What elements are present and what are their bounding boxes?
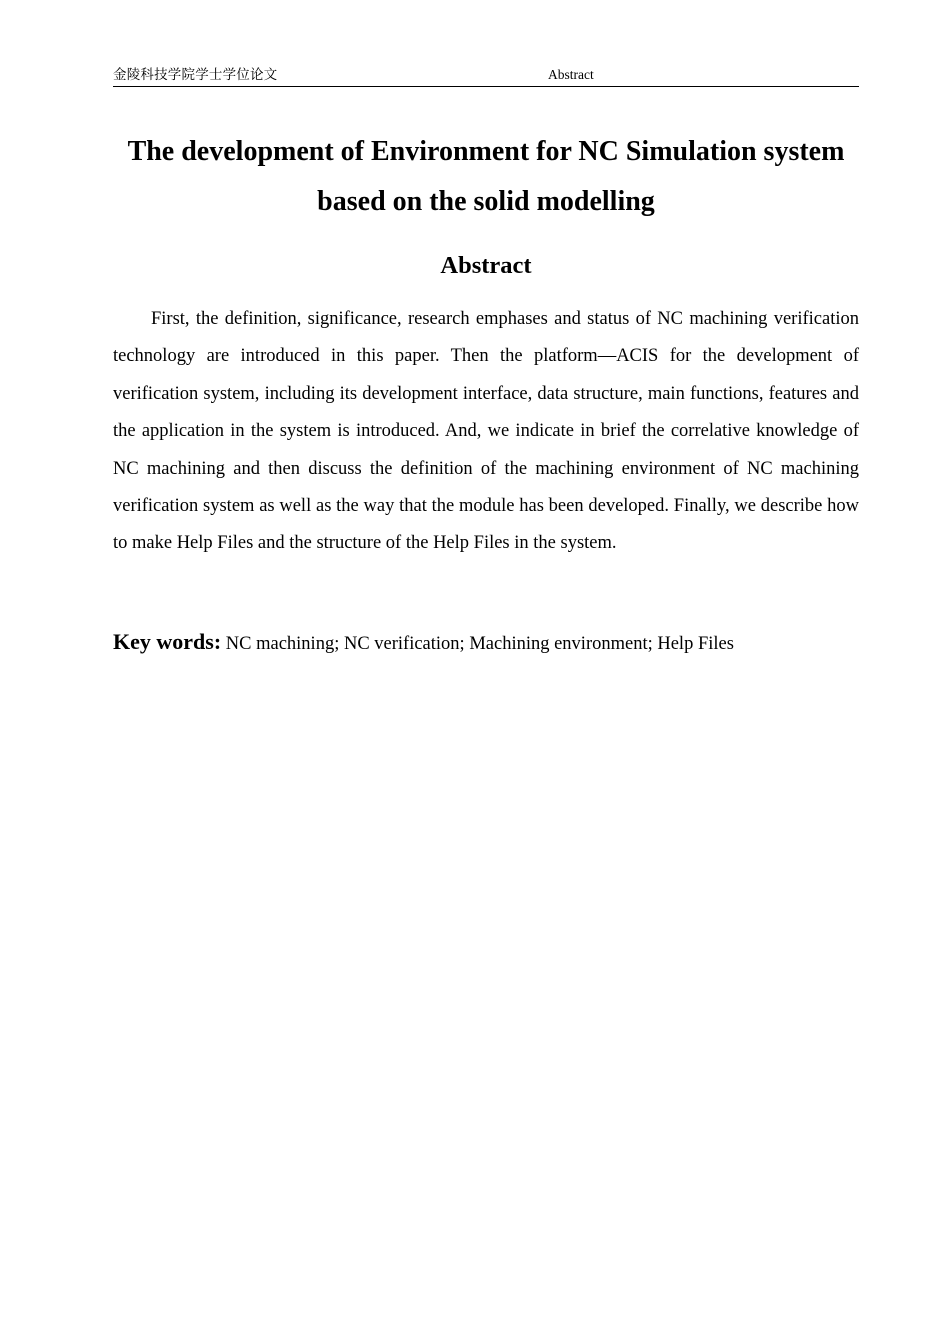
paper-title-line-2: based on the solid modelling [317, 186, 655, 217]
abstract-body: First, the definition, significance, research emphases and status of NC machining verification technology are introduced in this paper. Then the platform—ACIS for the development of verification system, including its development interface, data structure, main functions, features and the application in the system is introduced. And, we indicate in brief the correlative knowledge of NC machining and then discuss the definition of the machining environment of NC machining verification system as well as the way that the module has been developed. Finally, we describe how to make Help Files and the structure of the Help Files in the system. [113, 309, 859, 554]
header-section-title: Abstract [548, 67, 594, 82]
paper-title [113, 127, 859, 227]
keywords-text: NC machining; NC verification; Machining environment; Help Files [225, 634, 734, 654]
abstract-heading: Abstract [440, 252, 532, 279]
paper-title-line-1: The development of Environment for NC Simulation system [127, 136, 845, 167]
header-institution: 金陵科技学院学士学位论文 [113, 67, 278, 82]
keywords-label: Key words: [113, 629, 222, 654]
page-header [113, 66, 859, 87]
keywords [113, 624, 859, 662]
